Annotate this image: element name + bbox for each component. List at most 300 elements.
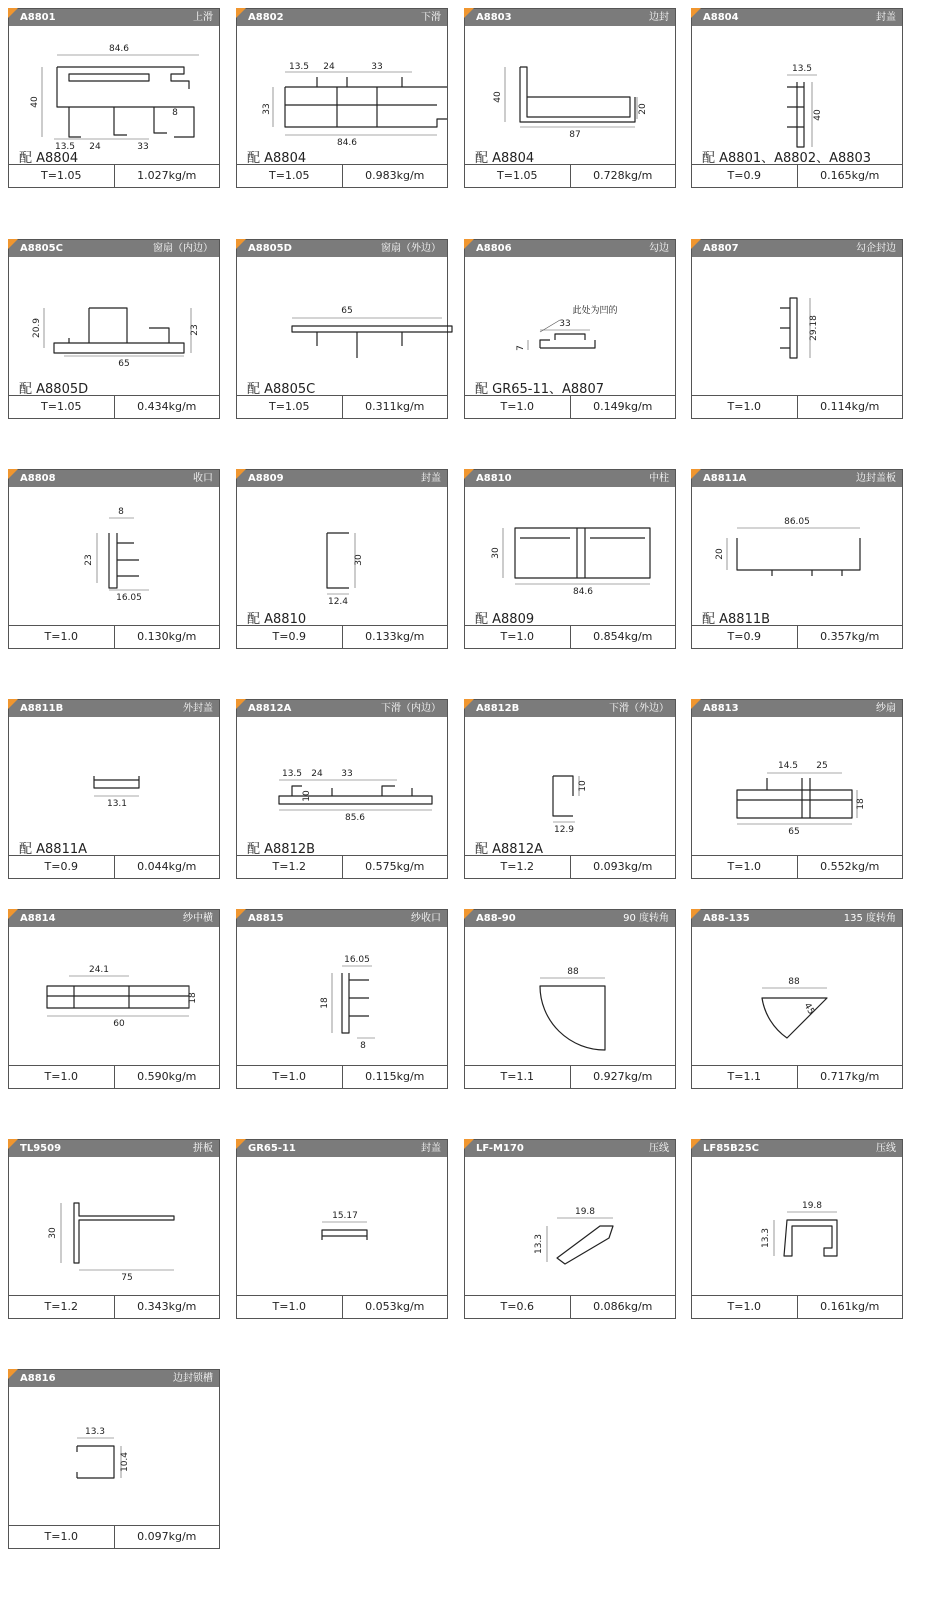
profile-code: A8812B — [476, 703, 520, 714]
corner-tab-icon — [691, 1139, 701, 1149]
profile-drawing — [692, 928, 902, 1046]
corner-tab-icon — [236, 8, 246, 18]
corner-tab-icon — [464, 699, 474, 709]
profile-drawing — [237, 928, 447, 1051]
profile-drawing — [237, 27, 447, 148]
dimension-label: 18 — [320, 997, 330, 1009]
profile-type: 90 度转角 — [623, 913, 669, 924]
profile-drawing — [692, 718, 902, 836]
card-header — [465, 470, 675, 487]
dimension-label: 24 — [89, 142, 101, 152]
wall-thickness: T=0.9 — [237, 626, 343, 648]
wall-thickness: T=1.05 — [9, 165, 115, 187]
corner-tab-icon — [236, 699, 246, 709]
profile-card — [464, 8, 676, 188]
wall-thickness: T=1.05 — [237, 165, 343, 187]
dimension-label: 8 — [118, 507, 124, 517]
card-header — [9, 470, 219, 487]
profile-card — [464, 469, 676, 649]
profile-type: 纱收口 — [411, 913, 441, 924]
unit-weight: 0.165kg/m — [820, 169, 880, 182]
profile-card — [8, 699, 220, 879]
card-header — [237, 700, 447, 717]
card-header — [237, 910, 447, 927]
unit-weight: 0.717kg/m — [820, 1070, 880, 1083]
profile-card — [236, 909, 448, 1089]
profile-code: LF-M170 — [476, 1143, 524, 1154]
unit-weight: 0.854kg/m — [593, 630, 653, 643]
corner-tab-icon — [8, 469, 18, 479]
dimension-label: 16.05 — [116, 593, 142, 603]
spec-row — [692, 855, 902, 878]
dimension-label: 13.3 — [84, 1427, 106, 1437]
profile-card — [236, 1139, 448, 1319]
profile-code: A8811B — [20, 703, 64, 714]
corner-tab-icon — [464, 8, 474, 18]
profile-outline — [784, 1220, 837, 1256]
dimension-label: 65 — [341, 306, 353, 316]
profile-drawing — [9, 928, 219, 1046]
dimension-label: 10 — [302, 790, 312, 802]
profile-outline — [109, 533, 139, 588]
corner-tab-icon — [236, 469, 246, 479]
dimension-label: 10.4 — [120, 1451, 130, 1473]
dimension-label: 13.5 — [281, 769, 303, 779]
dimension-label: 24 — [323, 62, 335, 72]
profile-drawing — [9, 1388, 219, 1506]
profile-type: 封盖 — [876, 12, 896, 23]
profile-outline — [762, 998, 827, 1038]
dimension-label: 14.5 — [777, 761, 799, 771]
dimension-label: 20 — [638, 103, 648, 115]
profile-outline — [515, 528, 650, 578]
card-header — [237, 240, 447, 257]
profile-type: 纱扇 — [876, 703, 896, 714]
card-header — [465, 1140, 675, 1157]
unit-weight: 0.357kg/m — [820, 630, 880, 643]
profile-card — [236, 239, 448, 419]
dimension-label: 40 — [493, 91, 503, 103]
spec-row — [237, 164, 447, 187]
profile-outline — [285, 77, 447, 127]
unit-weight: 0.552kg/m — [820, 860, 880, 873]
wall-thickness: T=1.2 — [237, 856, 343, 878]
dimension-label: 8 — [360, 1041, 366, 1051]
card-header — [692, 1140, 902, 1157]
profile-card — [8, 469, 220, 649]
dimension-label: 19.8 — [801, 1201, 823, 1211]
dimension-label: 13.5 — [54, 142, 76, 152]
corner-tab-icon — [691, 239, 701, 249]
profile-code: A88-135 — [703, 913, 750, 924]
unit-weight: 0.093kg/m — [593, 860, 653, 873]
spec-row — [9, 395, 219, 418]
compatible-parts: 配 A8801、A8802、A8803 — [702, 151, 872, 166]
profile-card — [464, 239, 676, 419]
profile-drawing — [237, 258, 447, 376]
spec-row — [692, 625, 902, 648]
profile-card — [8, 239, 220, 419]
profile-type: 边封盖板 — [856, 473, 896, 484]
dimension-label: 此处为凹的 — [572, 306, 618, 316]
spec-row — [9, 1525, 219, 1548]
profile-code: A8809 — [248, 473, 284, 484]
unit-weight: 0.133kg/m — [365, 630, 425, 643]
dimension-label: 60 — [113, 1019, 125, 1029]
profile-drawing — [465, 258, 675, 376]
card-header — [465, 240, 675, 257]
profile-code: A8802 — [248, 12, 284, 23]
dimension-label: 15.17 — [332, 1211, 358, 1221]
dimension-label: 33 — [559, 319, 571, 329]
dimension-label: 13.3 — [761, 1227, 771, 1249]
corner-tab-icon — [464, 469, 474, 479]
wall-thickness: T=1.2 — [465, 856, 571, 878]
unit-weight: 0.983kg/m — [365, 169, 425, 182]
spec-row — [692, 1065, 902, 1088]
profile-code: A8816 — [20, 1373, 56, 1384]
spec-row — [692, 1295, 902, 1318]
unit-weight: 0.115kg/m — [365, 1070, 425, 1083]
wall-thickness: T=1.0 — [692, 856, 798, 878]
unit-weight: 0.343kg/m — [137, 1300, 197, 1313]
spec-row — [465, 395, 675, 418]
profile-type: 封盖 — [421, 473, 441, 484]
profile-drawing — [237, 718, 447, 836]
wall-thickness: T=1.05 — [237, 396, 343, 418]
spec-row — [237, 855, 447, 878]
compatible-parts: 配 GR65-11、A8807 — [475, 382, 604, 397]
unit-weight: 0.434kg/m — [137, 400, 197, 413]
card-header — [465, 9, 675, 26]
dimension-label: 88 — [788, 977, 800, 987]
wall-thickness: T=1.05 — [465, 165, 571, 187]
profile-type: 勾企封边 — [856, 243, 896, 254]
corner-tab-icon — [236, 909, 246, 919]
profile-outline — [94, 776, 139, 788]
dimension-label: 7 — [516, 345, 526, 351]
dimension-label: 8 — [172, 108, 178, 118]
profile-outline — [540, 334, 595, 348]
profile-type: 边封 — [649, 12, 669, 23]
dimension-label: 29.18 — [809, 315, 819, 341]
unit-weight: 0.927kg/m — [593, 1070, 653, 1083]
spec-row — [465, 1065, 675, 1088]
dimension-label: 12.9 — [553, 825, 575, 835]
dimension-label: 87 — [569, 130, 581, 140]
profile-outline — [520, 67, 635, 122]
profile-drawing — [465, 718, 675, 836]
profile-card — [236, 8, 448, 188]
card-header — [237, 1140, 447, 1157]
card-header — [692, 9, 902, 26]
profile-code: LF85B25C — [703, 1143, 759, 1154]
profile-drawing — [9, 258, 219, 376]
dimension-label: 23 — [190, 324, 200, 336]
wall-thickness: T=1.0 — [9, 1526, 115, 1548]
unit-weight: 0.575kg/m — [365, 860, 425, 873]
dimension-label: 13.5 — [288, 62, 310, 72]
wall-thickness: T=1.1 — [465, 1066, 571, 1088]
profile-code: A8808 — [20, 473, 56, 484]
wall-thickness: T=1.0 — [237, 1296, 343, 1318]
dimension-label: 86.05 — [784, 517, 810, 527]
profile-outline — [342, 973, 369, 1033]
profile-type: 收口 — [193, 473, 213, 484]
corner-tab-icon — [236, 239, 246, 249]
compatible-parts: 配 A8810 — [247, 612, 307, 627]
corner-tab-icon — [691, 8, 701, 18]
dimension-label: 30 — [48, 1227, 58, 1239]
profile-type: 下滑（内边） — [381, 703, 441, 714]
unit-weight: 0.130kg/m — [137, 630, 197, 643]
dimension-label: 84.6 — [108, 44, 130, 54]
wall-thickness: T=1.2 — [9, 1296, 115, 1318]
compatible-parts: 配 A8812A — [475, 842, 544, 857]
profile-drawing — [9, 718, 219, 836]
profile-card — [691, 469, 903, 649]
unit-weight: 0.161kg/m — [820, 1300, 880, 1313]
profile-card — [691, 699, 903, 879]
profile-type: 窗扇（外边） — [381, 243, 441, 254]
profile-drawing — [465, 27, 675, 145]
dimension-label: 88 — [567, 967, 579, 977]
card-header — [692, 240, 902, 257]
profile-card — [464, 1139, 676, 1319]
spec-row — [692, 164, 902, 187]
spec-row — [237, 395, 447, 418]
dimension-label: 18 — [856, 798, 866, 810]
unit-weight: 0.590kg/m — [137, 1070, 197, 1083]
profile-code: GR65-11 — [248, 1143, 296, 1154]
dimension-label: 65 — [788, 827, 800, 837]
dimension-label: 33 — [137, 142, 149, 152]
unit-weight: 0.053kg/m — [365, 1300, 425, 1313]
profile-type: 中柱 — [649, 473, 669, 484]
profile-type: 窗扇（内边） — [153, 243, 213, 254]
dimension-label: 85.6 — [344, 813, 366, 823]
profile-code: A8813 — [703, 703, 739, 714]
corner-tab-icon — [8, 909, 18, 919]
dimension-label: 40 — [813, 109, 823, 121]
profile-outline — [57, 67, 194, 137]
profile-code: A8803 — [476, 12, 512, 23]
card-header — [9, 700, 219, 717]
card-header — [9, 9, 219, 26]
compatible-parts: 配 A8812B — [247, 842, 316, 857]
dimension-label: 65 — [118, 359, 130, 369]
card-header — [692, 700, 902, 717]
profile-type: 外封盖 — [183, 703, 213, 714]
profile-outline — [787, 82, 804, 147]
profile-drawing — [692, 1158, 902, 1276]
profile-type: 压线 — [649, 1143, 669, 1154]
spec-row — [465, 855, 675, 878]
profile-drawing — [9, 27, 219, 152]
profile-outline — [780, 298, 797, 358]
profile-card — [691, 1139, 903, 1319]
profile-drawing — [692, 27, 902, 145]
dimension-label: 24 — [311, 769, 323, 779]
spec-row — [465, 625, 675, 648]
card-header — [9, 1140, 219, 1157]
corner-tab-icon — [691, 469, 701, 479]
corner-tab-icon — [691, 909, 701, 919]
compatible-parts: 配 A8811A — [19, 842, 88, 857]
profile-code: A8814 — [20, 913, 56, 924]
profile-card — [691, 909, 903, 1089]
dimension-label: 19.8 — [574, 1207, 596, 1217]
profile-code: A8805C — [20, 243, 63, 254]
profile-outline — [737, 778, 852, 818]
profile-outline — [737, 538, 860, 576]
profile-outline — [540, 986, 605, 1050]
profile-type: 边封锁槽 — [173, 1373, 213, 1384]
profile-drawing — [465, 928, 675, 1046]
wall-thickness: T=0.9 — [692, 626, 798, 648]
profile-type: 纱中横 — [183, 913, 213, 924]
dimension-label: 13.3 — [534, 1233, 544, 1255]
profile-code: A8804 — [703, 12, 739, 23]
wall-thickness: T=0.9 — [9, 856, 115, 878]
corner-tab-icon — [8, 239, 18, 249]
profile-code: A88-90 — [476, 913, 516, 924]
unit-weight: 0.097kg/m — [137, 1530, 197, 1543]
spec-row — [9, 1295, 219, 1318]
wall-thickness: T=1.1 — [692, 1066, 798, 1088]
profile-card — [691, 8, 903, 188]
compatible-parts: 配 A8805D — [19, 382, 89, 397]
card-header — [237, 9, 447, 26]
card-header — [465, 700, 675, 717]
spec-row — [465, 1295, 675, 1318]
profile-code: A8811A — [703, 473, 747, 484]
profile-drawing — [9, 488, 219, 606]
corner-tab-icon — [464, 1139, 474, 1149]
dimension-label: 23 — [84, 554, 94, 566]
dimension-label: 12.4 — [327, 597, 349, 607]
dimension-label: 20.9 — [32, 317, 42, 339]
wall-thickness: T=1.0 — [237, 1066, 343, 1088]
profile-card — [236, 699, 448, 879]
dimension-label: 75 — [121, 1273, 133, 1283]
card-header — [237, 470, 447, 487]
profile-type: 下滑（外边） — [609, 703, 669, 714]
card-header — [9, 910, 219, 927]
dimension-label: 40 — [30, 96, 40, 108]
profile-card — [464, 699, 676, 879]
unit-weight: 0.728kg/m — [593, 169, 653, 182]
profile-type: 135 度转角 — [843, 913, 896, 924]
dimension-label: 33 — [371, 62, 383, 72]
profile-type: 上滑 — [193, 12, 213, 23]
profile-drawing — [237, 488, 447, 606]
unit-weight: 0.311kg/m — [365, 400, 425, 413]
profile-code: A8810 — [476, 473, 512, 484]
dimension-label: 16.05 — [344, 955, 370, 965]
profile-outline — [557, 1226, 613, 1264]
profile-code: A8806 — [476, 243, 512, 254]
card-header — [9, 240, 219, 257]
corner-tab-icon — [8, 1369, 18, 1379]
profile-drawing — [465, 488, 675, 606]
corner-tab-icon — [691, 699, 701, 709]
profile-outline — [77, 1446, 114, 1478]
profile-card — [464, 909, 676, 1089]
profile-code: TL9509 — [20, 1143, 62, 1154]
wall-thickness: T=1.0 — [465, 396, 571, 418]
dimension-label: 20 — [715, 548, 725, 560]
profile-code: A8801 — [20, 12, 56, 23]
profile-outline — [327, 533, 349, 588]
profile-outline — [47, 986, 189, 1008]
dimension-label: 30 — [354, 554, 364, 566]
profile-outline — [54, 308, 184, 353]
unit-weight: 0.114kg/m — [820, 400, 880, 413]
profile-type: 压线 — [876, 1143, 896, 1154]
dimension-label: 10 — [578, 780, 588, 792]
unit-weight: 0.086kg/m — [593, 1300, 653, 1313]
wall-thickness: T=1.0 — [465, 626, 571, 648]
dimension-label: 13.5 — [791, 64, 813, 74]
profile-card — [8, 909, 220, 1089]
card-header — [692, 910, 902, 927]
compatible-parts: 配 A8805C — [247, 382, 316, 397]
profile-card — [8, 8, 220, 188]
wall-thickness: T=1.0 — [9, 626, 115, 648]
wall-thickness: T=1.0 — [692, 396, 798, 418]
dimension-label: 33 — [262, 103, 272, 115]
wall-thickness: T=1.0 — [9, 1066, 115, 1088]
spec-row — [692, 395, 902, 418]
profile-drawing — [692, 488, 902, 606]
unit-weight: 0.149kg/m — [593, 400, 653, 413]
profile-type: 勾边 — [649, 243, 669, 254]
profile-card — [691, 239, 903, 419]
card-header — [692, 470, 902, 487]
profile-code: A8807 — [703, 243, 739, 254]
spec-row — [237, 1295, 447, 1318]
profile-card — [8, 1369, 220, 1549]
corner-tab-icon — [8, 8, 18, 18]
profile-drawing — [465, 1158, 675, 1276]
profile-drawing — [692, 258, 902, 376]
corner-tab-icon — [464, 239, 474, 249]
corner-tab-icon — [8, 1139, 18, 1149]
compatible-parts: 配 A8809 — [475, 612, 535, 627]
corner-tab-icon — [8, 699, 18, 709]
spec-row — [237, 625, 447, 648]
profile-type: 下滑 — [421, 12, 441, 23]
profile-code: A8805D — [248, 243, 292, 254]
spec-row — [465, 164, 675, 187]
corner-tab-icon — [464, 909, 474, 919]
spec-row — [237, 1065, 447, 1088]
spec-row — [9, 1065, 219, 1088]
wall-thickness: T=0.6 — [465, 1296, 571, 1318]
spec-row — [9, 625, 219, 648]
compatible-parts: 配 A8804 — [19, 151, 79, 166]
unit-weight: 0.044kg/m — [137, 860, 197, 873]
profile-drawing — [237, 1158, 447, 1276]
dimension-label: 33 — [341, 769, 353, 779]
spec-row — [9, 164, 219, 187]
profile-outline — [292, 326, 452, 358]
card-header — [465, 910, 675, 927]
profile-type: 封盖 — [421, 1143, 441, 1154]
profile-drawing — [9, 1158, 219, 1283]
compatible-parts: 配 A8804 — [247, 151, 307, 166]
